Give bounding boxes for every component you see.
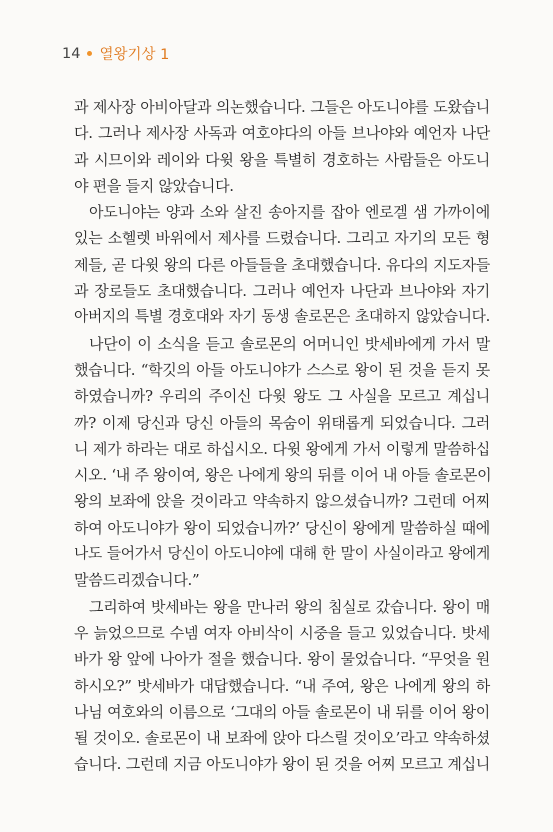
text-line: 될 것이오. 솔로몬이 내 보좌에 앉아 다스릴 것이오’라고 약속하셨	[74, 729, 490, 748]
text-line: 제들, 곧 다윗 왕의 다른 아들들을 초대했습니다. 유다의 지도자들	[74, 255, 490, 274]
text-line: 까? 이제 당신과 당신 아들의 목숨이 위태롭게 되었습니다. 그러	[74, 413, 490, 432]
text-line: 하시오?” 밧세바가 대답했습니다. “내 주여, 왕은 나에게 왕의 하	[74, 676, 490, 695]
text-line: 있는 소헬렛 바위에서 제사를 드렸습니다. 그리고 자기의 모든 형	[74, 229, 490, 248]
body-text	[74, 94, 490, 778]
text-line: 나도 들어가서 당신이 아도니야에 대해 한 말이 사실이라고 왕에게	[74, 545, 490, 563]
text-line: 그리하여 밧세바는 왕을 만나러 왕의 침실로 갔습니다. 왕이 매	[89, 597, 490, 616]
text-line: 과 장로들도 초대했습니다. 그러나 예언자 나단과 브나야와 자기	[74, 282, 490, 301]
text-line: 바가 왕 앞에 나아가 절을 했습니다. 왕이 물었습니다. “무엇을 원	[74, 650, 490, 669]
page-number: 14	[62, 45, 81, 62]
text-line: 나님 여호와의 이름으로 ‘그대의 아들 솔로몬이 내 뒤를 이어 왕이	[74, 702, 490, 721]
text-line: 다. 그러나 제사장 사독과 여호야다의 아들 브나야와 예언자 나단	[74, 124, 490, 143]
text-line: 습니다. 그런데 지금 아도니야가 왕이 된 것을 어찌 모르고 계십니	[74, 755, 490, 774]
text-line: 했습니다. “학깃의 아들 아도니야가 스스로 왕이 된 것을 듣지 못	[74, 360, 490, 379]
text-line: 하여 아도니야가 왕이 되었습니까?’ 당신이 왕에게 말씀하실 때에	[74, 518, 490, 537]
text-line: 야 편을 들지 않았습니다.	[74, 176, 234, 195]
text-line: 우 늙었으므로 수넴 여자 아비삭이 시중을 들고 있었습니다. 밧세	[74, 623, 490, 642]
text-line: 나단이 이 소식을 듣고 솔로몬의 어머니인 밧세바에게 가서 말	[89, 334, 490, 353]
text-line: 과 제사장 아비아달과 의논했습니다. 그들은 아도니야를 도왔습니	[74, 98, 490, 116]
bullet-dot-icon	[87, 51, 92, 56]
text-line: 아버지의 특별 경호대와 자기 동생 솔로몬은 초대하지 않았습니다.	[74, 308, 490, 326]
text-line: 아도니야는 양과 소와 살진 송아지를 잡아 엔로겔 샘 가까이에	[89, 203, 490, 222]
text-line: 과 시므이와 레이와 다윗 왕을 특별히 경호하는 사람들은 아도니	[74, 150, 490, 169]
text-line: 시오. ‘내 주 왕이여, 왕은 나에게 왕의 뒤를 이어 내 아들 솔로몬이	[74, 466, 492, 485]
text-line: 니 제가 하라는 대로 하십시오. 다윗 왕에게 가서 이렇게 말씀하십	[74, 439, 490, 458]
text-line: 왕의 보좌에 앉을 것이라고 약속하지 않으셨습니까? 그런데 어찌	[74, 492, 490, 511]
text-line: 하였습니까? 우리의 주이신 다윗 왕도 그 사실을 모르고 계십니	[74, 387, 490, 406]
section-title: 열왕기상 1	[99, 47, 170, 63]
running-header	[62, 43, 169, 64]
text-line: 말씀드리겠습니다.”	[74, 571, 200, 590]
